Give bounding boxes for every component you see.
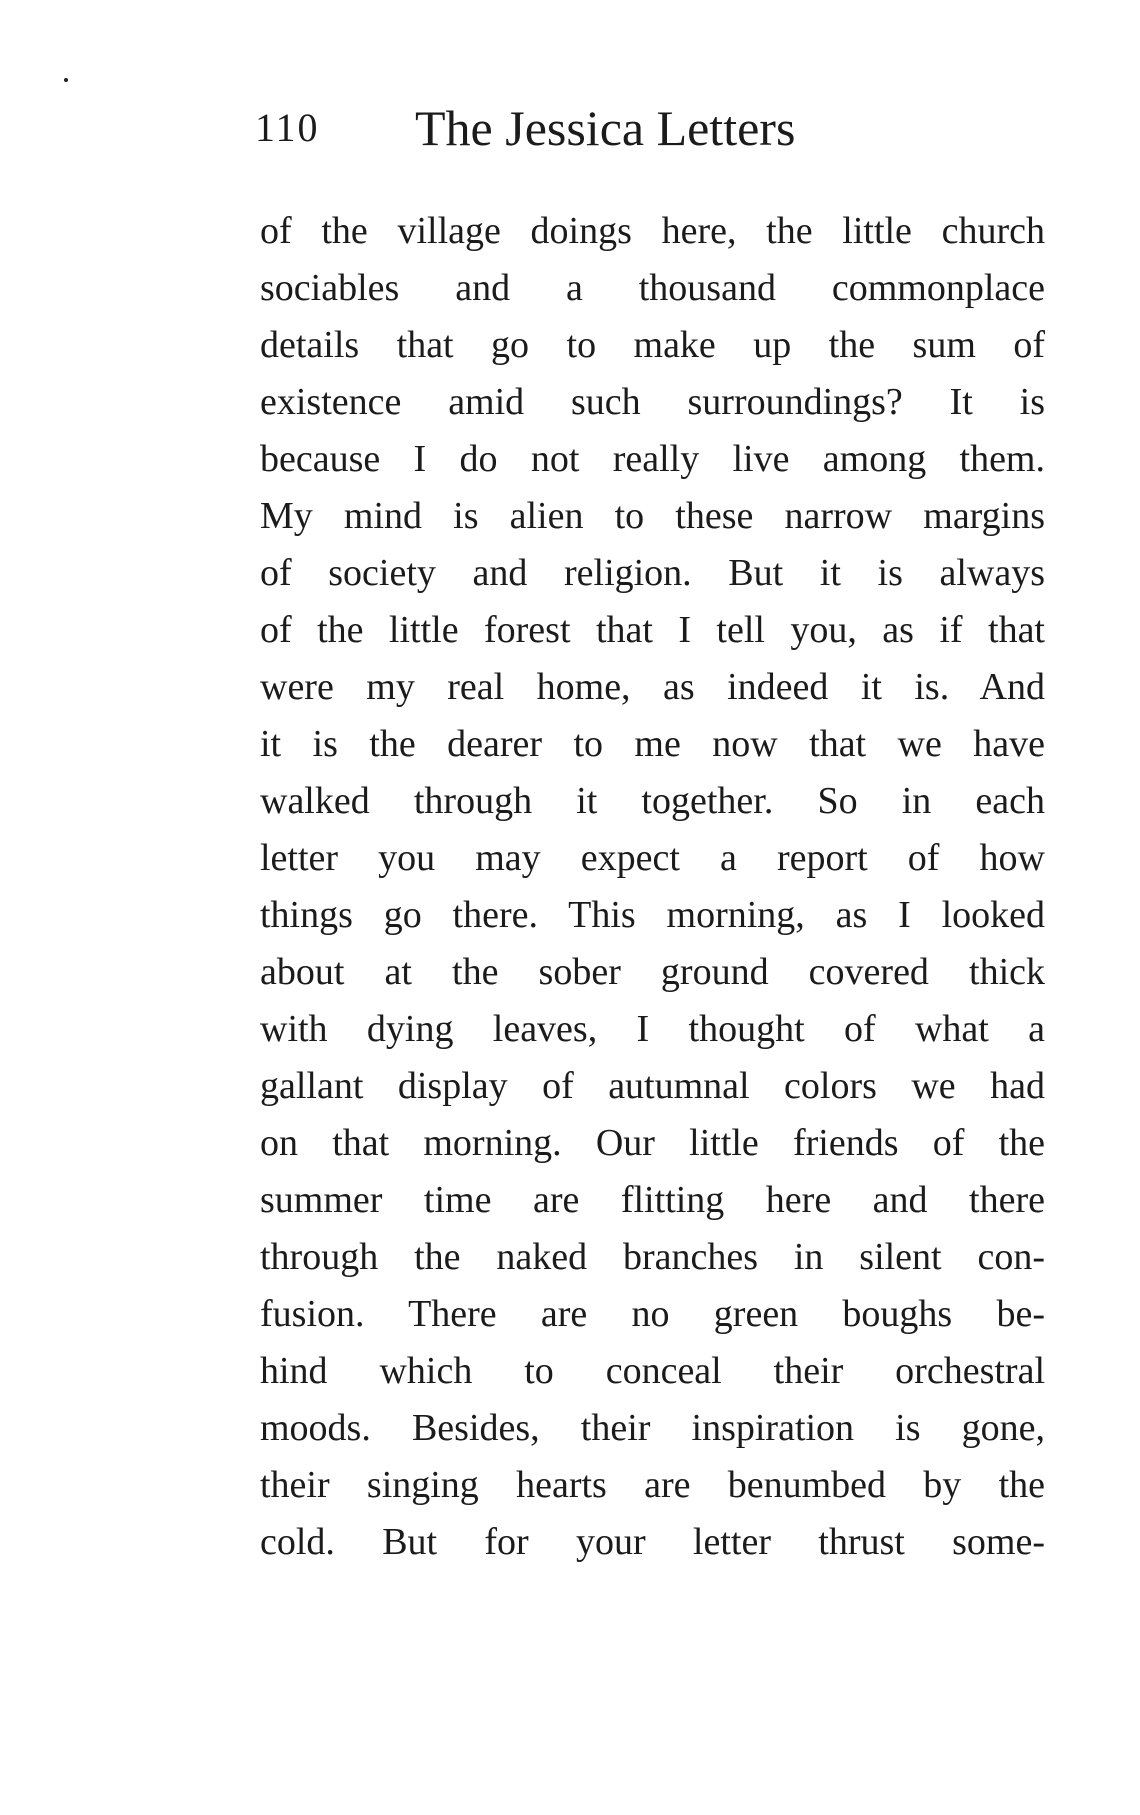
text-line: of the little forest that I tell you, as if that xyxy=(260,609,1045,651)
text-line: were my real home, as indeed it is. And xyxy=(260,666,1045,708)
page-header xyxy=(255,98,1055,158)
text-line: hind which to conceal their orchestral xyxy=(260,1350,1045,1392)
text-line: of the village doings here, the little church xyxy=(260,210,1045,252)
text-line: about at the sober ground covered thick xyxy=(260,951,1045,993)
text-line: details that go to make up the sum of xyxy=(260,324,1045,366)
text-line: My mind is alien to these narrow margins xyxy=(260,495,1045,537)
text-line: walked through it together. So in each xyxy=(260,780,1045,822)
text-line: moods. Besides, their inspiration is gone, xyxy=(260,1407,1045,1449)
text-line: letter you may expect a report of how xyxy=(260,837,1045,879)
text-line: it is the dearer to me now that we have xyxy=(260,723,1045,765)
page-speck xyxy=(64,78,68,82)
text-line: sociables and a thousand commonplace xyxy=(260,267,1045,309)
text-line: summer time are flitting here and there xyxy=(260,1179,1045,1221)
text-line: through the naked branches in silent con- xyxy=(260,1236,1045,1278)
text-line: gallant display of autumnal colors we had xyxy=(260,1065,1045,1107)
text-line: with dying leaves, I thought of what a xyxy=(260,1008,1045,1050)
text-line: on that morning. Our little friends of the xyxy=(260,1122,1045,1164)
body-text xyxy=(260,203,1045,1571)
text-line: their singing hearts are benumbed by the xyxy=(260,1464,1045,1506)
text-line: of society and religion. But it is always xyxy=(260,552,1045,594)
text-line: cold. But for your letter thrust some- xyxy=(260,1521,1045,1563)
page-number: 110 xyxy=(255,105,320,150)
text-line: because I do not really live among them. xyxy=(260,438,1045,480)
text-line: existence amid such surroundings? It is xyxy=(260,381,1045,423)
running-title: The Jessica Letters xyxy=(415,100,796,156)
text-line: fusion. There are no green boughs be- xyxy=(260,1293,1045,1335)
text-line: things go there. This morning, as I looked xyxy=(260,894,1045,936)
